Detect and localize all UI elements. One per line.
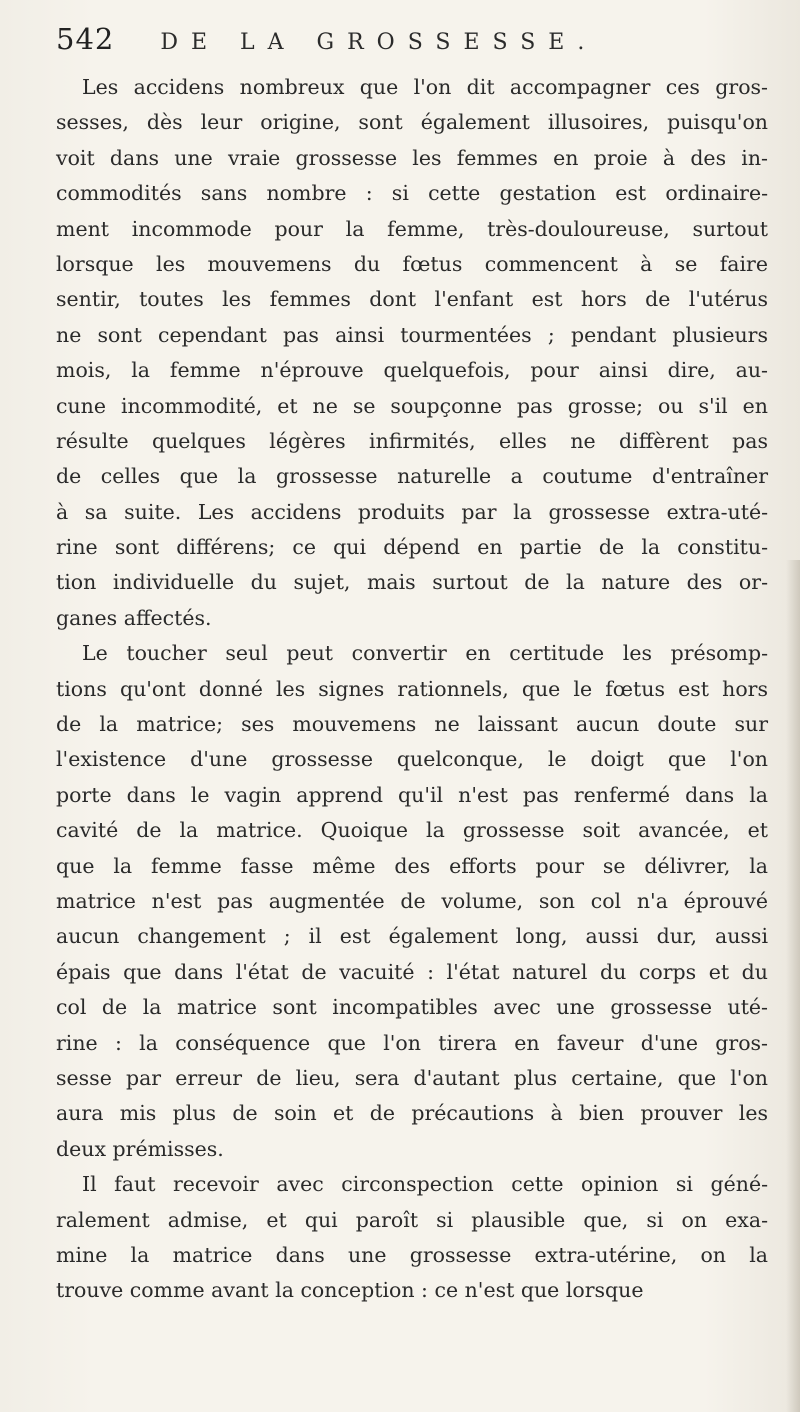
text-line: mois, la femme n'éprouve quelquefois, pour ainsi dire, au- bbox=[56, 358, 768, 383]
text-line: rine sont différens; ce qui dépend en partie de la constitu- bbox=[56, 535, 768, 560]
page-header bbox=[56, 22, 756, 66]
text-line: mine la matrice dans une grossesse extra-utérine, on la bbox=[56, 1242, 768, 1267]
page-number: 542 bbox=[56, 22, 115, 56]
text-line: cune incommodité, et ne se soupçonne pas grosse; ou s'il en bbox=[56, 393, 768, 418]
text-line: rine : la conséquence que l'on tirera en faveur d'une gros- bbox=[56, 1030, 768, 1055]
text-line: l'existence d'une grossesse quelconque, le doigt que l'on bbox=[56, 747, 768, 772]
paragraph bbox=[56, 1167, 768, 1309]
text-line: porte dans le vagin apprend qu'il n'est pas renfermé dans la bbox=[56, 782, 768, 807]
text-line: à sa suite. Les accidens produits par la grossesse extra-uté- bbox=[56, 499, 768, 524]
text-line: voit dans une vraie grossesse les femmes en proie à des in- bbox=[56, 145, 768, 170]
text-line: trouve comme avant la conception : ce n'est que lorsque bbox=[56, 1278, 644, 1303]
text-line: tions qu'ont donné les signes rationnels, que le fœtus est hors bbox=[56, 676, 768, 701]
text-line: commodités sans nombre : si cette gestation est ordinaire- bbox=[56, 181, 768, 206]
paragraph bbox=[56, 636, 768, 1167]
paragraph bbox=[56, 70, 768, 636]
text-line: résulte quelques légères infirmités, elles ne diffèrent pas bbox=[56, 428, 768, 453]
text-line: ganes affectés. bbox=[56, 605, 212, 630]
text-line: col de la matrice sont incompatibles avec une grossesse uté- bbox=[56, 995, 768, 1020]
page-edge-shadow bbox=[786, 560, 800, 1412]
text-line: de celles que la grossesse naturelle a coutume d'entraîner bbox=[56, 464, 768, 489]
text-line: ralement admise, et qui paroît si plausible que, si on exa- bbox=[56, 1207, 768, 1232]
text-line: Il faut recevoir avec circonspection cette opinion si géné- bbox=[82, 1172, 768, 1197]
body-text bbox=[56, 70, 768, 1309]
text-line: lorsque les mouvemens du fœtus commencent à se faire bbox=[56, 251, 768, 276]
text-line: épais que dans l'état de vacuité : l'état naturel du corps et du bbox=[56, 959, 768, 984]
running-title: DE LA GROSSESSE. bbox=[160, 30, 598, 55]
text-line: que la femme fasse même des efforts pour se délivrer, la bbox=[56, 853, 768, 878]
text-line: de la matrice; ses mouvemens ne laissant aucun doute sur bbox=[56, 712, 768, 737]
text-line: aucun changement ; il est également long, aussi dur, aussi bbox=[56, 924, 768, 949]
text-line: ne sont cependant pas ainsi tourmentées ; pendant plusieurs bbox=[56, 322, 768, 347]
text-line: Les accidens nombreux que l'on dit accompagner ces gros- bbox=[82, 75, 768, 99]
text-line: sentir, toutes les femmes dont l'enfant est hors de l'utérus bbox=[56, 287, 768, 312]
text-line: cavité de la matrice. Quoique la grossesse soit avancée, et bbox=[56, 818, 768, 843]
text-line: Le toucher seul peut convertir en certitude les présomp- bbox=[82, 641, 768, 666]
text-line: aura mis plus de soin et de précautions à bien prouver les bbox=[56, 1101, 768, 1126]
text-line: sesses, dès leur origine, sont également illusoires, puisqu'on bbox=[56, 110, 768, 135]
text-line: tion individuelle du sujet, mais surtout de la nature des or- bbox=[56, 570, 768, 595]
text-line: deux prémisses. bbox=[56, 1136, 224, 1161]
text-line: sesse par erreur de lieu, sera d'autant plus certaine, que l'on bbox=[56, 1065, 768, 1090]
text-line: ment incommode pour la femme, très-douloureuse, surtout bbox=[56, 216, 768, 241]
text-line: matrice n'est pas augmentée de volume, son col n'a éprouvé bbox=[56, 888, 768, 913]
